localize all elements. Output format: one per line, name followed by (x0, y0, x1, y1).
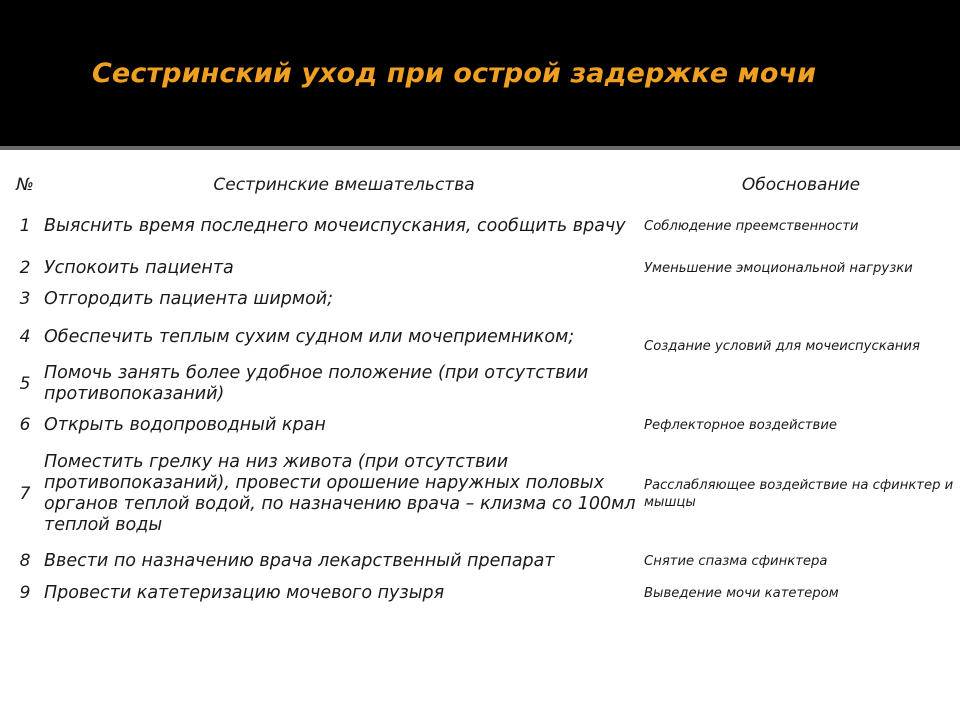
title-bar (0, 0, 960, 150)
row-rationale: Рефлекторное воздействие (644, 417, 838, 433)
row-intervention: Провести катетеризацию мочевого пузыря (44, 582, 445, 603)
row-intervention: Успокоить пациента (44, 257, 234, 278)
header-interventions: Сестринские вмешательства (213, 175, 475, 195)
row-intervention: Отгородить пациента ширмой; (44, 288, 334, 309)
row-rationale: Выведение мочи катетером (644, 585, 839, 601)
row-intervention: Поместить грелку на низ живота (при отсутствии противопоказаний), провести орошение наружных половых органов теплой водой, по назначению врача – клизма со 100мл теплой воды (44, 452, 636, 535)
row-number: 9 (19, 583, 31, 603)
care-table (6, 170, 958, 610)
table-row (6, 284, 958, 314)
row-number: 8 (19, 551, 31, 571)
table-header-row (6, 170, 958, 200)
table-row (6, 576, 958, 610)
row-intervention: Открыть водопроводный кран (44, 414, 326, 435)
row-number: 4 (19, 327, 31, 347)
row-intervention: Помочь занять более удобное положение (при отсутствии противопоказаний) (44, 363, 589, 404)
table-row (6, 200, 958, 252)
table-row (6, 442, 958, 546)
row-rationale: Снятие спазма сфинктера (644, 553, 828, 569)
table-row (6, 252, 958, 284)
row-number: 7 (19, 484, 31, 504)
header-rationale: Обоснование (741, 175, 861, 195)
row-rationale: Создание условий для мочеиспускания (644, 338, 920, 354)
row-intervention: Выяснить время последнего мочеиспускания, сообщить врачу (44, 215, 626, 236)
table-row (6, 546, 958, 576)
row-intervention: Обеспечить теплым сухим судном или мочеприемником; (44, 326, 575, 347)
row-intervention: Ввести по назначению врача лекарственный препарат (44, 550, 555, 571)
row-number: 3 (19, 289, 31, 309)
row-number: 1 (19, 216, 31, 236)
row-number: 2 (19, 258, 31, 278)
row-rationale: Расслабляющее воздействие на сфинктер и мышцы (644, 478, 954, 510)
table-row (6, 408, 958, 442)
header-number: № (16, 175, 34, 195)
row-rationale: Уменьшение эмоциональной нагрузки (644, 260, 913, 276)
row-number: 6 (19, 415, 31, 435)
slide-title: Сестринский уход при острой задержке мочи (92, 58, 817, 89)
row-number: 5 (19, 374, 31, 394)
row-rationale: Соблюдение преемственности (644, 218, 859, 234)
